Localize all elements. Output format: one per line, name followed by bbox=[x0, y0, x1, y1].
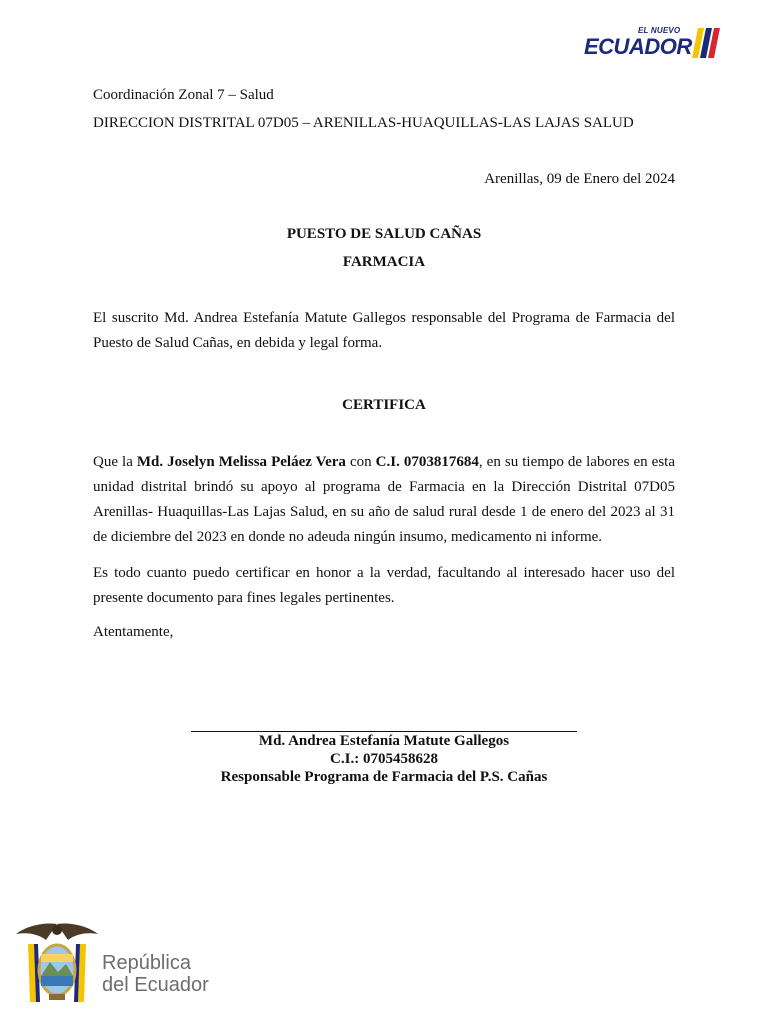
body-paragraph-1 bbox=[93, 450, 675, 550]
intro-paragraph: El suscrito Md. Andrea Estefanía Matute Gallegos responsable del Programa de Farmacia del Puesto de Salud Cañas, en debida y legal forma. bbox=[93, 310, 675, 351]
body-paragraph-2: Es todo cuanto puedo certificar en honor a la verdad, facultando al interesado hacer uso del presente documento para fines legales pertinentes. bbox=[93, 565, 675, 606]
title-puesto-salud: PUESTO DE SALUD CAÑAS bbox=[286, 226, 482, 242]
logo-stripes-icon bbox=[690, 26, 724, 60]
coat-of-arms-icon bbox=[14, 918, 100, 1010]
body-p1-text-b: con bbox=[345, 454, 376, 470]
certifica-heading: CERTIFICA bbox=[342, 397, 426, 413]
coordinacion-zonal: Coordinación Zonal 7 – Salud bbox=[93, 87, 274, 103]
title-farmacia: FARMACIA bbox=[342, 254, 426, 270]
signer-ci: C.I.: 0705458628 bbox=[330, 751, 438, 767]
body-p1-text-c: , en su tiempo de labores en esta unidad distrital brindó su apoyo al programa de Farmacia en la Dirección Distrital 07D05 Arenillas- Huaquillas-Las Lajas Salud, en su año de salud rural desde 1 de enero del 2023 al 31 de diciembre del 2023 en donde no adeuda ningún insumo, medicamento ni informe. bbox=[93, 454, 675, 545]
logo-small-text: EL NUEVO bbox=[638, 26, 681, 35]
footer-text bbox=[102, 952, 209, 996]
footer-line-1: República bbox=[102, 952, 191, 974]
republica-ecuador-footer bbox=[14, 918, 244, 1014]
date-line: Arenillas, 09 de Enero del 2024 bbox=[484, 171, 675, 187]
signature-line bbox=[191, 731, 577, 732]
logo-big-text: ECUADOR bbox=[584, 34, 692, 59]
certified-person-name: Md. Joselyn Melissa Peláez Vera bbox=[136, 454, 346, 470]
signer-name: Md. Andrea Estefanía Matute Gallegos bbox=[258, 733, 510, 749]
direccion-distrital: DIRECCION DISTRITAL 07D05 – ARENILLAS-HUAQUILLAS-LAS LAJAS SALUD bbox=[93, 115, 634, 131]
closing-text: Atentamente, bbox=[93, 624, 174, 640]
body-p1-text-a: Que la bbox=[93, 454, 137, 470]
footer-line-2: del Ecuador bbox=[102, 974, 209, 996]
certified-person-ci: C.I. 0703817684 bbox=[375, 454, 479, 470]
signer-role: Responsable Programa de Farmacia del P.S. Cañas bbox=[220, 769, 548, 785]
el-nuevo-ecuador-logo bbox=[582, 24, 724, 64]
